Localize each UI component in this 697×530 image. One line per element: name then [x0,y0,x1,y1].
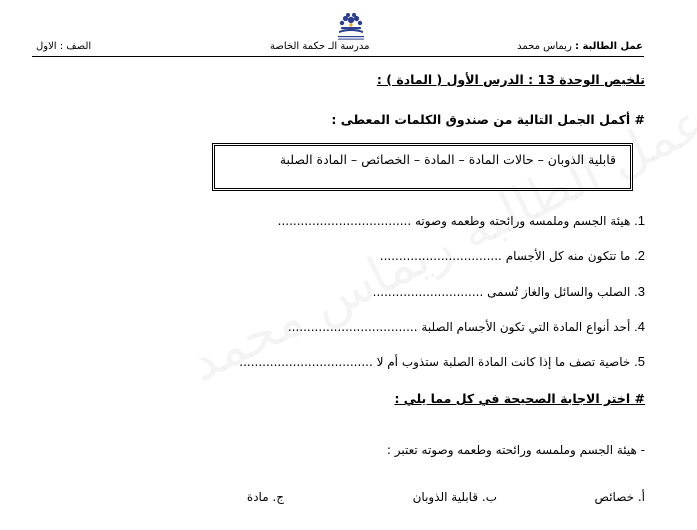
header-divider [32,56,644,57]
multiple-choice-instruction: # اختر الاجابة الصحيحة في كل مما يلي : [394,391,645,406]
answer-blank[interactable]: ............................. [372,285,484,299]
answer-blank[interactable]: ................................... [277,214,412,228]
option-a[interactable]: أ. خصائص [594,490,645,504]
word-bank-text: قابلية الذوبان – حالات المادة – المادة – الخصائص – المادة الصلبة [279,152,616,167]
question-2 [380,248,645,263]
student-name: ريماس محمد [517,41,572,52]
question-number: 2. [634,248,645,263]
question-4 [288,319,645,334]
option-c[interactable]: ج. مادة [246,490,284,504]
answer-blank[interactable]: ................................ [379,249,502,263]
question-text: أحد أنواع المادة التي تكون الأجسام الصلبة [421,320,631,334]
question-text: خاصية تصف ما إذا كانت المادة الصلبة ستذوب أم لا [376,355,631,369]
mcq-question: - هيئة الجسم وملمسه ورائحته وطعمه وصوته تعتبر : [386,443,645,457]
question-number: 3. [634,284,645,299]
student-credit [517,41,643,52]
answer-blank[interactable]: .................................. [287,320,418,334]
question-text: ما تتكون منه كل الأجسام [505,249,631,263]
question-number: 4. [634,319,645,334]
fill-blanks-instruction: # أكمل الجمل التالية من صندوق الكلمات المعطى : [331,112,645,127]
answer-blank[interactable]: ................................... [239,355,373,369]
question-text: هيئة الجسم وملمسه ورائحته وطعمه وصوته [415,214,631,228]
question-text: الصلب والسائل والغاز تُسمى [487,285,631,299]
student-label: عمل الطالبة : [574,41,643,52]
question-1 [278,213,645,228]
question-3 [373,284,645,299]
word-bank-box [212,143,633,191]
grade-label: الصف : الاول [36,41,92,52]
question-5 [239,354,645,369]
question-number: 1. [634,213,645,228]
summary-title: تلخيص الوحدة 13 : الدرس الأول ( المادة ) : [376,72,645,87]
option-b[interactable]: ب. قابلية الذوبان [412,490,497,504]
question-number: 5. [634,354,645,369]
watermark [180,92,697,394]
school-logo-icon [333,12,369,42]
school-name: مدرسة الـ حكمة الخاصة [270,41,370,52]
